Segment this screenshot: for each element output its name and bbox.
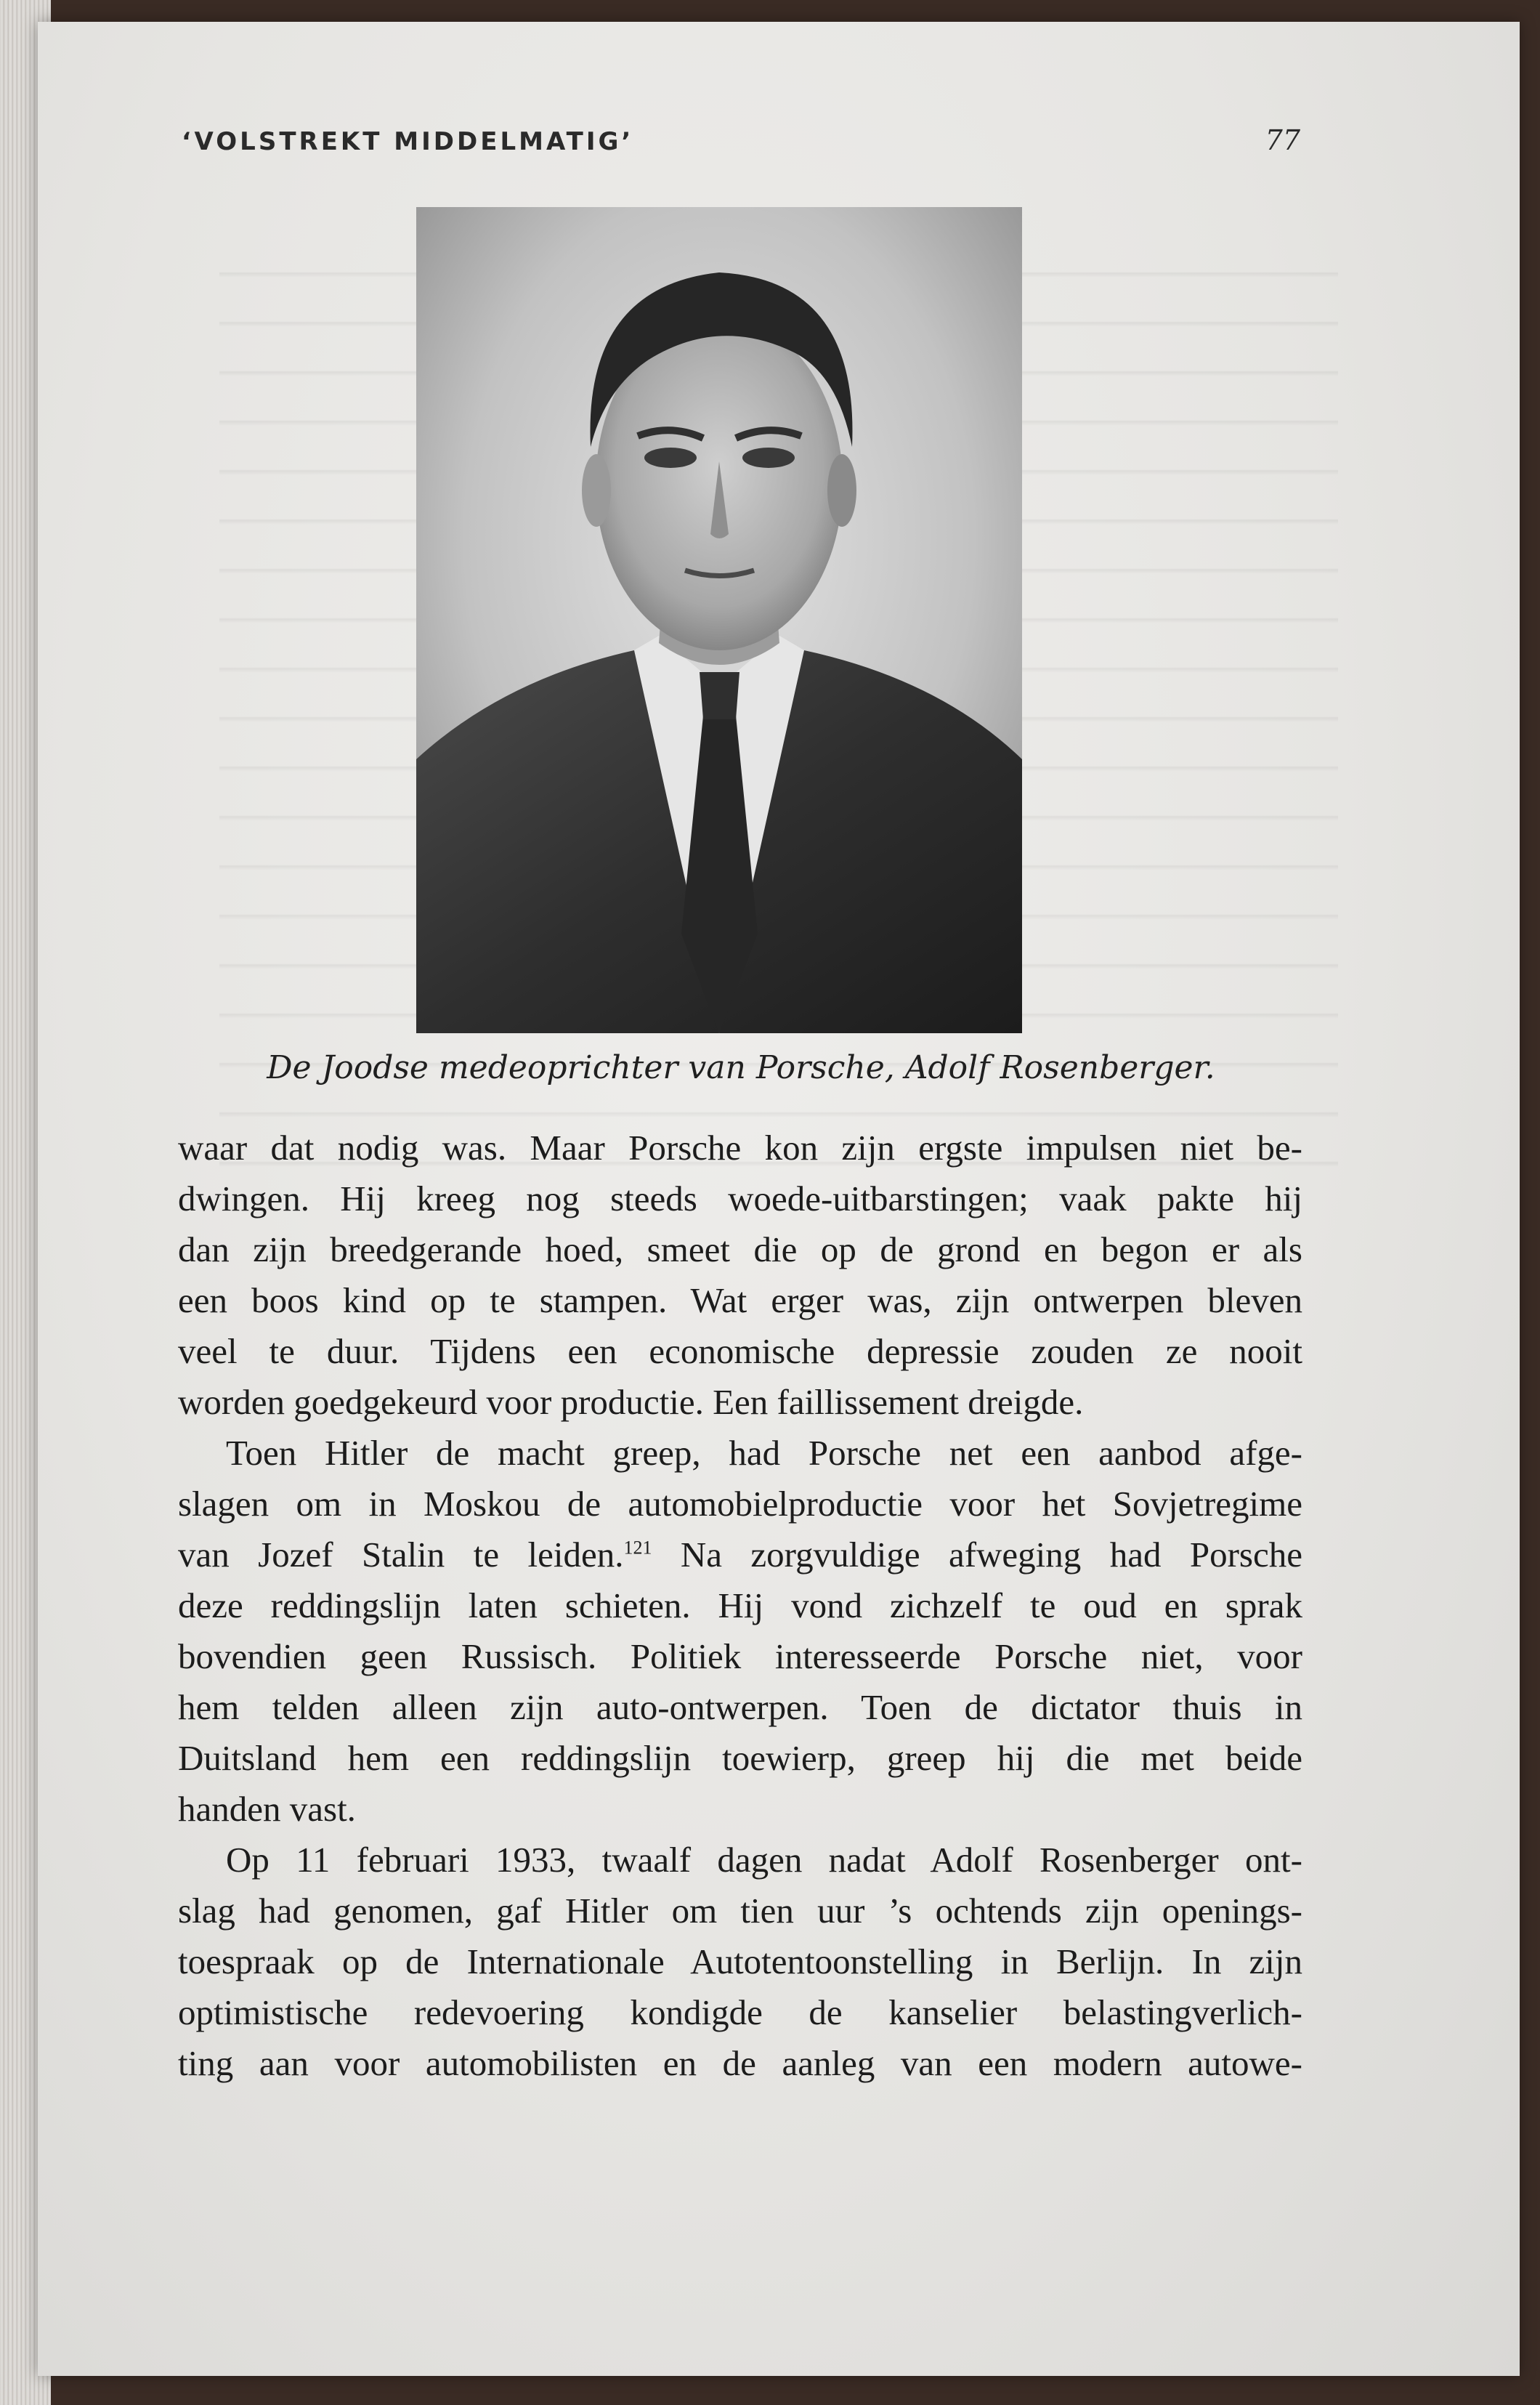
text-line: waar dat nodig was. Maar Porsche kon zijn ergste impulsen niet be- — [178, 1128, 1302, 1168]
text-line: een boos kind op te stampen. Wat erger was, zijn ontwerpen bleven — [178, 1280, 1302, 1320]
text-line: dwingen. Hij kreeg nog steeds woede-uitbarstingen; vaak pakte hij — [178, 1179, 1302, 1218]
text-line: handen vast. — [178, 1789, 356, 1829]
text-line: Duitsland hem een reddingslijn toewierp, greep hij die met beide — [178, 1738, 1302, 1778]
text-line: dan zijn breedgerande hoed, smeet die op de grond en begon er als — [178, 1229, 1302, 1269]
text-line: slagen om in Moskou de automobielproductie voor het Sovjetregime — [178, 1484, 1302, 1524]
text-line: deze reddingslijn laten schieten. Hij vond zichzelf te oud en sprak — [178, 1585, 1302, 1625]
footnote-marker: 121 — [623, 1537, 652, 1559]
text-line: optimistische redevoering kondigde de kanselier belastingverlich- — [178, 1992, 1302, 2032]
text-line: worden goedgekeurd voor productie. Een faillissement dreigde. — [178, 1382, 1084, 1422]
body-text — [178, 1123, 1302, 2089]
page-header — [182, 124, 1300, 171]
running-title: ‘VOLSTREKT MIDDELMATIG’ — [182, 127, 634, 156]
page-number: 77 — [1265, 124, 1300, 156]
portrait-illustration — [416, 207, 1022, 1033]
text-line-with-footnote — [178, 1529, 1302, 1580]
text-line: ting aan voor automobilisten en de aanleg van een modern autowe- — [178, 2043, 1302, 2083]
text-line: Toen Hitler de macht greep, had Porsche net een aanbod afge- — [226, 1433, 1302, 1473]
portrait-photo — [416, 207, 1022, 1033]
text-line: slag had genomen, gaf Hitler om tien uur ’s ochtends zijn openings- — [178, 1891, 1302, 1931]
text-line: veel te duur. Tijdens een economische depressie zouden ze nooit — [178, 1331, 1302, 1371]
text-segment: van Jozef Stalin te leiden. — [178, 1535, 624, 1575]
text-line: hem telden alleen zijn auto-ontwerpen. Toen de dictator thuis in — [178, 1687, 1302, 1727]
text-segment: Na zorgvuldige afweging had Porsche — [652, 1535, 1302, 1575]
text-line: Op 11 februari 1933, twaalf dagen nadat Adolf Rosenberger ont- — [226, 1840, 1302, 1880]
text-line: bovendien geen Russisch. Politiek interesseerde Porsche niet, voor — [178, 1636, 1302, 1676]
photo-caption: De Joodse medeoprichter van Porsche, Adolf Rosenberger. — [267, 1049, 1215, 1086]
text-line: toespraak op de Internationale Autotentoonstelling in Berlijn. In zijn — [178, 1941, 1302, 1981]
